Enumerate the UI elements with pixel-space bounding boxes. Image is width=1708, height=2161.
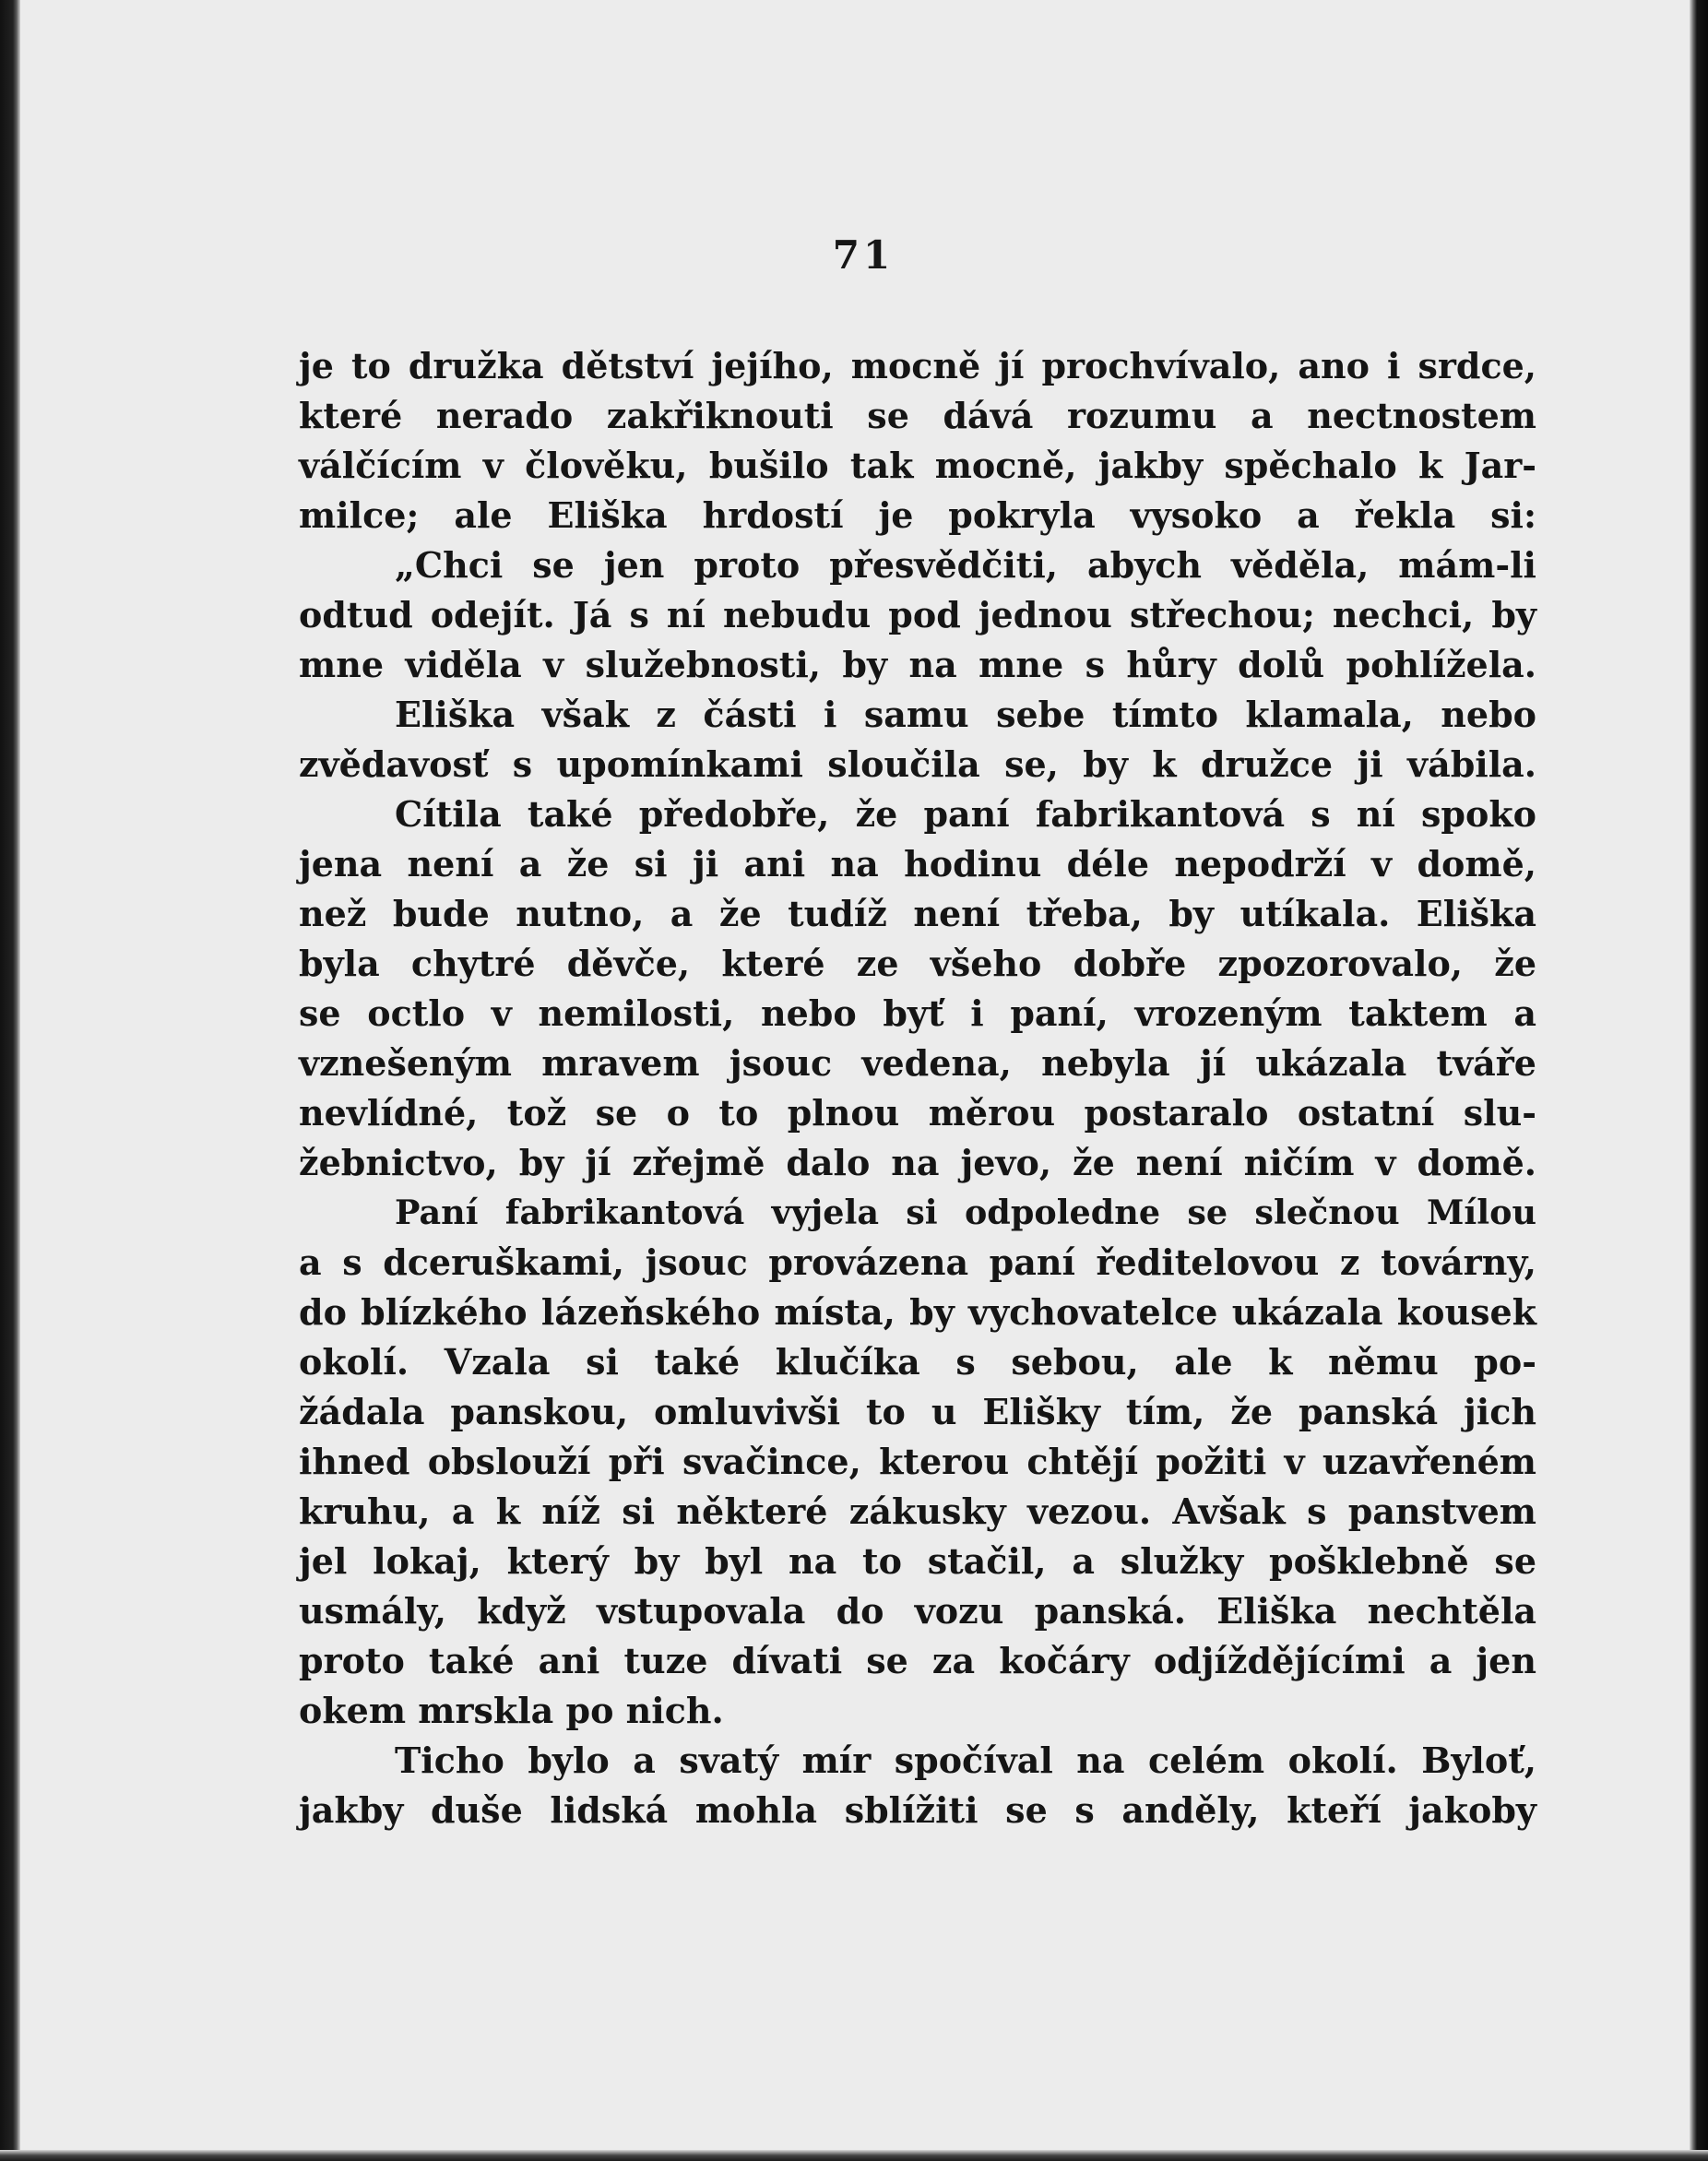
text-line: zvědavosť s upomínkami sloučila se, by k družce ji vábila.	[299, 743, 1536, 785]
text-line: jel lokaj, který by byl na to stačil, a služky pošklebně se	[299, 1540, 1536, 1582]
text-line: je to družka dětství jejího, mocně jí prochvívalo, ano i srdce,	[299, 345, 1536, 386]
text-line: Paní fabrikantová vyjela si odpoledne se slečnou Mílou	[395, 1193, 1536, 1232]
text-line: vznešeným mravem jsouc vedena, nebyla jí ukázala tváře	[299, 1042, 1536, 1084]
text-line: Ticho bylo a svatý mír spočíval na celém okolí. Byloť,	[395, 1739, 1536, 1781]
text-line: než bude nutno, a že tudíž není třeba, by utíkala. Eliška	[299, 893, 1536, 934]
text-line: se octlo v nemilosti, nebo byť i paní, vrozeným taktem a	[299, 992, 1536, 1034]
scan-edge-right	[1690, 0, 1708, 2161]
text-line: byla chytré děvče, které ze všeho dobře zpozorovalo, že	[299, 943, 1536, 984]
scan-edge-bottom	[0, 2150, 1708, 2161]
text-line: žebnictvo, by jí zřejmě dalo na jevo, že není ničím v domě.	[299, 1142, 1536, 1183]
text-line: nevlídné, tož se o to plnou měrou postaralo ostatní slu-	[299, 1092, 1536, 1134]
text-line: žádala panskou, omluvivši to u Elišky tím, že panská jich	[299, 1391, 1536, 1432]
text-line: okem mrskla po nich.	[299, 1690, 724, 1731]
text-line: které nerado zakřiknouti se dává rozumu a nectnostem	[299, 395, 1536, 436]
scan-edge-left	[0, 0, 20, 2161]
text-line: jena není a že si ji ani na hodinu déle nepodrží v domě,	[299, 843, 1536, 885]
text-line: milce; ale Eliška hrdostí je pokryla vysoko a řekla si:	[299, 494, 1536, 536]
text-line: „Chci se jen proto přesvědčiti, abych věděla, mám-li	[395, 544, 1536, 586]
text-line: usmály, když vstupovala do vozu panská. Eliška nechtěla	[299, 1590, 1536, 1632]
text-line: jakby duše lidská mohla sblížiti se s anděly, kteří jakoby	[299, 1789, 1536, 1831]
page-number: 71	[832, 232, 895, 278]
text-line: a s dceruškami, jsouc provázena paní ředitelovou z továrny,	[299, 1241, 1536, 1283]
body-text	[299, 341, 1536, 1835]
text-line: do blízkého lázeňského místa, by vychovatelce ukázala kousek	[299, 1291, 1536, 1333]
text-line: Eliška však z části i samu sebe tímto klamala, nebo	[395, 694, 1536, 735]
book-page	[20, 0, 1690, 2150]
text-line: mne viděla v služebnosti, by na mne s hůry dolů pohlížela.	[299, 644, 1536, 685]
text-line: kruhu, a k níž si některé zákusky vezou. Avšak s panstvem	[299, 1490, 1536, 1532]
text-line: válčícím v člověku, bušilo tak mocně, jakby spěchalo k Jar-	[299, 445, 1536, 486]
text-line: proto také ani tuze dívati se za kočáry odjíždějícími a jen	[299, 1640, 1536, 1681]
text-line: okolí. Vzala si také klučíka s sebou, ale k němu po-	[299, 1341, 1536, 1383]
text-line: ihned obslouží při svačince, kterou chtějí požiti v uzavřeném	[299, 1441, 1536, 1482]
text-line: Cítila také předobře, že paní fabrikantová s ní spoko	[395, 793, 1536, 835]
text-line: odtud odejít. Já s ní nebudu pod jednou střechou; nechci, by	[299, 594, 1536, 635]
